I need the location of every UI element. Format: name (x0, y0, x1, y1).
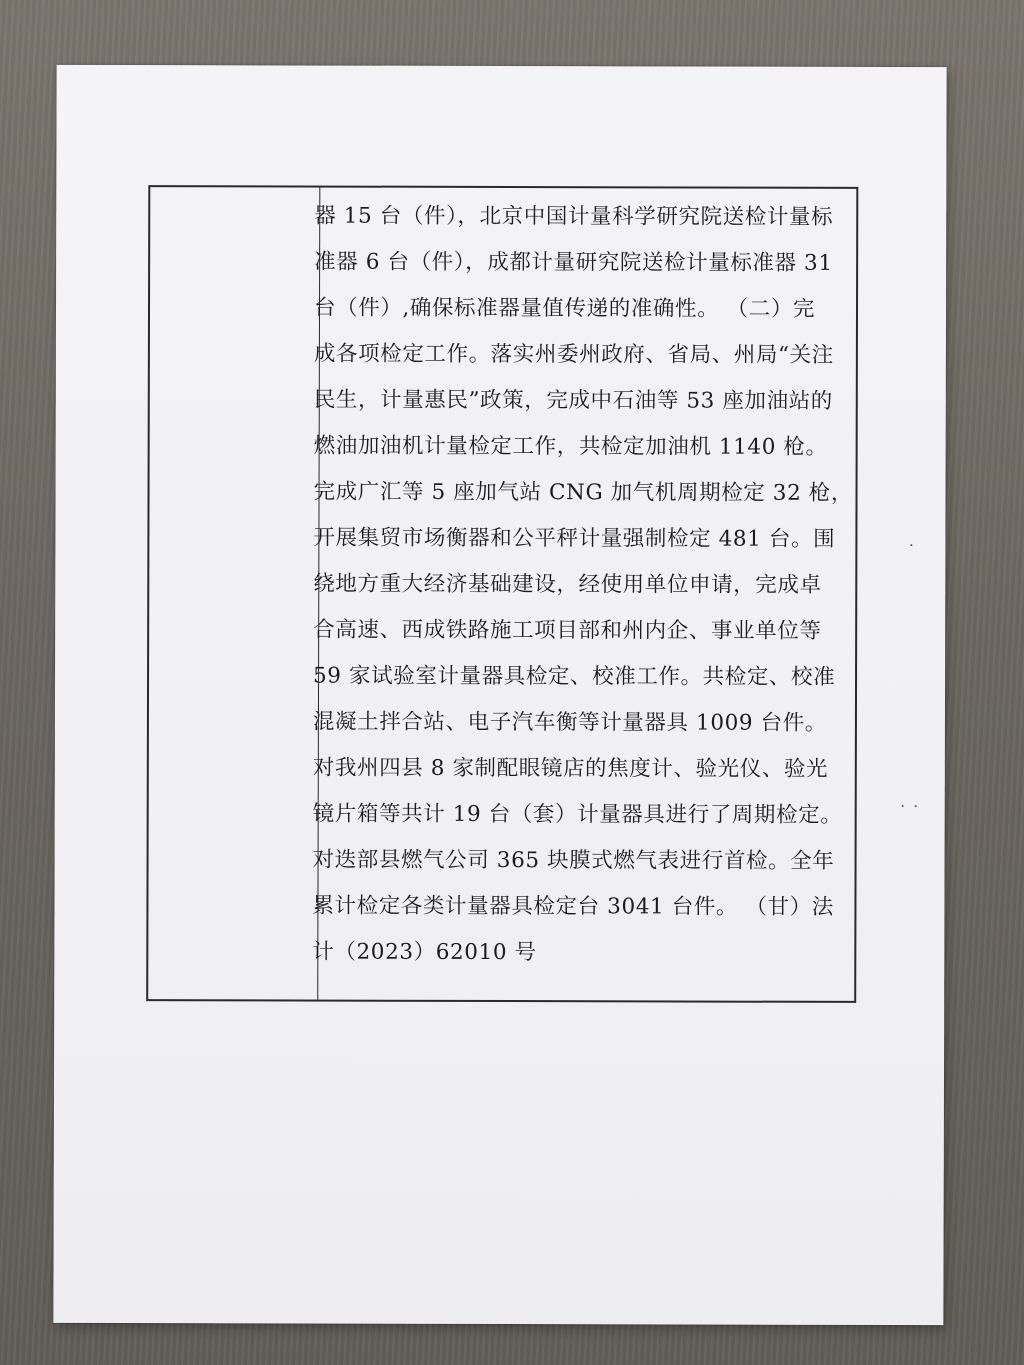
text-line: 对迭部县燃气公司 365 块膜式燃气表进行首检。全年 (312, 847, 835, 874)
paper-speck (910, 544, 912, 546)
text-line: 台（件）,确保标准器量值传递的准确性。 （二）完 (313, 295, 816, 322)
table-content-cell (312, 188, 856, 1001)
table-label-column (148, 187, 320, 999)
paper-speck (915, 805, 917, 807)
form-table (146, 185, 858, 1003)
text-line: 燃油加油机计量检定工作，共检定加油机 1140 枪。 (313, 433, 828, 460)
text-line: 器 15 台（件），北京中国计量科学研究院送检计量标 (314, 203, 834, 230)
text-line: 绕地方重大经济基础建设，经使用单位申请，完成卓 (313, 571, 822, 598)
text-line: 累计检定各类计量器具检定台 3041 台件。 （甘）法 (312, 893, 834, 920)
text-line: 计（2023）62010 号 (312, 939, 537, 966)
text-line: 民生，计量惠民”政策，完成中石油等 53 座加油站的 (313, 387, 833, 414)
text-line: 完成广汇等 5 座加气站 CNG 加气机周期检定 32 枪， (313, 479, 854, 506)
text-line: 合高速、西成铁路施工项目部和州内企、事业单位等 (313, 617, 822, 644)
text-line: 对我州四县 8 家制配眼镜店的焦度计、验光仪、验光 (312, 755, 829, 782)
text-line: 镜片箱等共计 19 台（套）计量器具进行了周期检定。 (312, 801, 843, 828)
paper-sheet (53, 65, 946, 1325)
text-line: 59 家试验室计量器具检定、校准工作。共检定、校准 (313, 663, 836, 690)
paper-speck (902, 805, 904, 807)
text-line: 混凝土拌合站、电子汽车衡等计量器具 1009 台件。 (312, 709, 827, 736)
text-line: 开展集贸市场衡器和公平秤计量强制检定 481 台。围 (313, 525, 836, 552)
text-line: 成各项检定工作。落实州委州政府、省局、州局“关注 (313, 341, 834, 368)
text-line: 准器 6 台（件），成都计量研究院送检计量标准器 31 (314, 249, 833, 276)
